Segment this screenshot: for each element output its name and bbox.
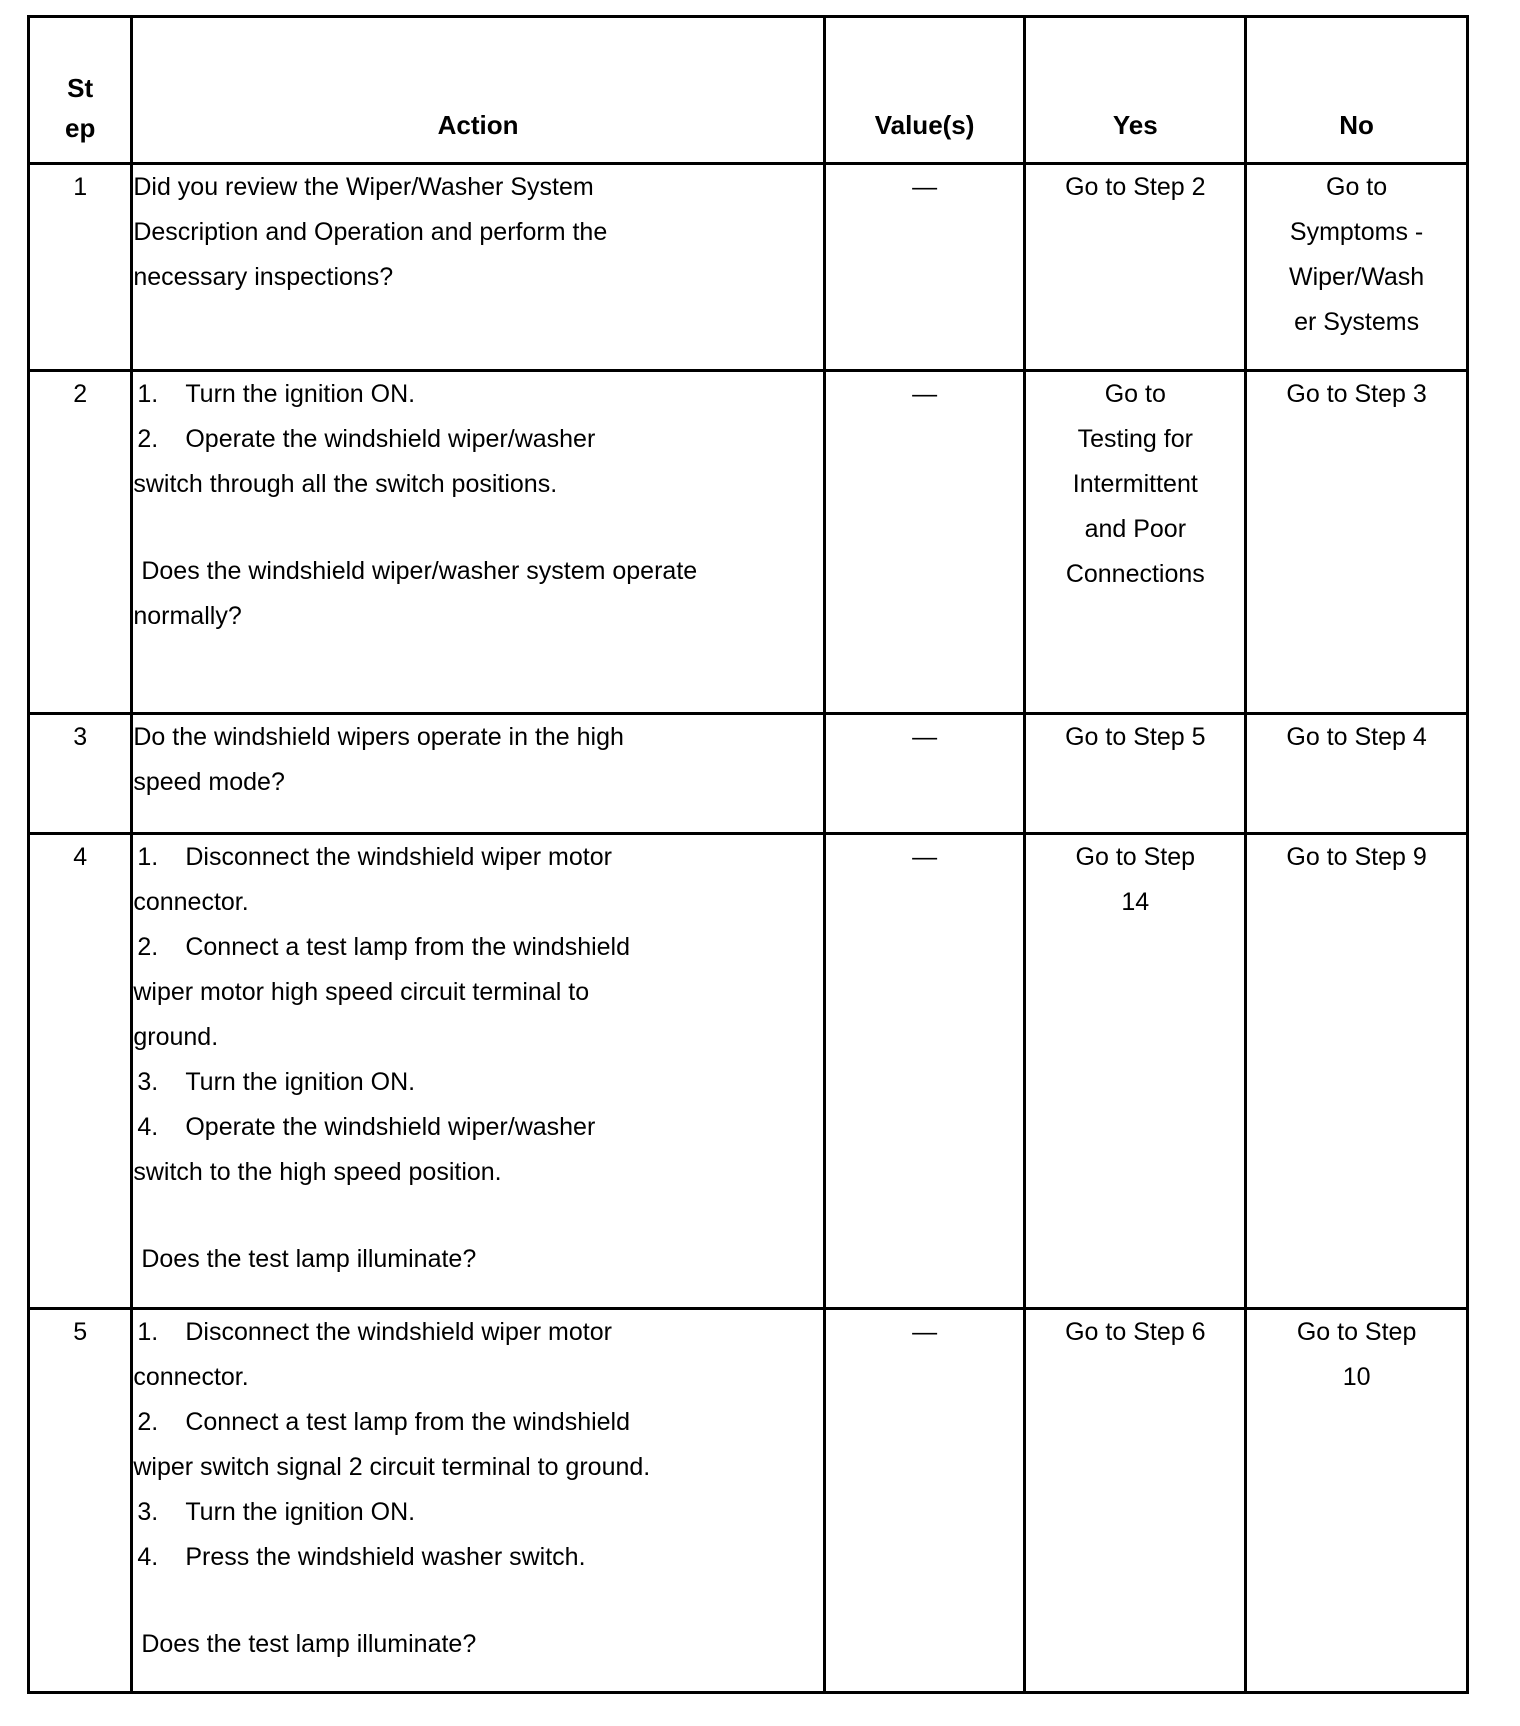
no-line: Go to Step 9 [1286, 843, 1427, 871]
item-continuation: wiper switch signal 2 circuit terminal to ground. [133, 1453, 651, 1481]
item-continuation: connector. [133, 1363, 249, 1391]
yes-line: Connections [1065, 560, 1205, 588]
action-cell [132, 164, 824, 371]
item-number: 2. [137, 933, 159, 961]
step-number: 3 [29, 714, 132, 834]
yes-line: Intermittent [1072, 470, 1198, 498]
action-line: Description and Operation and perform the [133, 218, 608, 246]
action-list-item [133, 1060, 822, 1105]
no-line: 10 [1342, 1363, 1371, 1391]
step-number: 1 [29, 164, 132, 371]
action-list-item [133, 417, 822, 462]
header-action: Action [132, 17, 824, 164]
item-continuation: connector. [133, 888, 249, 916]
item-text: Turn the ignition ON. [185, 1498, 416, 1526]
item-text: Connect a test lamp from the windshield [185, 933, 631, 961]
table-row [29, 164, 1468, 371]
action-cell [132, 714, 824, 834]
item-continuation: wiper motor high speed circuit terminal to [133, 978, 590, 1006]
action-list-item [133, 1105, 822, 1150]
table-row [29, 1309, 1468, 1693]
question-line: Does the test lamp illuminate? [141, 1245, 477, 1273]
no-line: er Systems [1294, 308, 1420, 336]
yes-line: Go to Step [1075, 843, 1196, 871]
action-list-item [133, 925, 822, 970]
no-line: Wiper/Wash [1288, 263, 1425, 291]
item-number: 1. [137, 1318, 159, 1346]
step-number: 4 [29, 834, 132, 1309]
yes-cell [1025, 1309, 1246, 1693]
item-number: 1. [137, 843, 159, 871]
action-list-item [133, 1490, 822, 1535]
item-number: 1. [137, 380, 159, 408]
step-number: 2 [29, 371, 132, 714]
item-text: Turn the ignition ON. [185, 1068, 416, 1096]
value-cell: — [824, 834, 1025, 1309]
action-line: Did you review the Wiper/Washer System [133, 173, 594, 201]
value-cell: — [824, 371, 1025, 714]
diagnostic-table [27, 15, 1469, 1694]
item-text: Disconnect the windshield wiper motor [185, 1318, 612, 1346]
item-number: 3. [137, 1068, 159, 1096]
header-no: No [1246, 17, 1468, 164]
yes-line: Go to Step 6 [1065, 1318, 1206, 1346]
item-text: Disconnect the windshield wiper motor [185, 843, 612, 871]
item-continuation: ground. [133, 1023, 219, 1051]
action-line: necessary inspections? [133, 263, 394, 291]
action-line: speed mode? [133, 768, 285, 796]
no-cell [1246, 834, 1468, 1309]
action-cell [132, 1309, 824, 1693]
yes-line: Go to [1104, 380, 1166, 408]
action-list-item [133, 1310, 822, 1355]
action-list-item [133, 835, 822, 880]
no-cell [1246, 714, 1468, 834]
header-step-line: ep [65, 113, 96, 143]
table-row [29, 371, 1468, 714]
action-list-item [133, 1400, 822, 1445]
question-line: Does the windshield wiper/washer system operate [141, 557, 698, 585]
question-line: normally? [133, 602, 242, 630]
action-line: Do the windshield wipers operate in the high [133, 723, 624, 751]
no-line: Go to Step 4 [1286, 723, 1427, 751]
yes-line: 14 [1121, 888, 1150, 916]
item-number: 2. [137, 425, 159, 453]
header-row [29, 17, 1468, 164]
action-cell [132, 834, 824, 1309]
item-number: 2. [137, 1408, 159, 1436]
item-number: 4. [137, 1113, 159, 1141]
action-list-item [133, 1535, 822, 1580]
yes-cell [1025, 371, 1246, 714]
yes-cell [1025, 834, 1246, 1309]
no-line: Go to Step 3 [1286, 380, 1427, 408]
yes-line: Go to Step 2 [1065, 173, 1206, 201]
header-yes: Yes [1025, 17, 1246, 164]
no-cell [1246, 164, 1468, 371]
action-cell [132, 371, 824, 714]
yes-line: and Poor [1084, 515, 1187, 543]
item-continuation: switch through all the switch positions. [133, 470, 558, 498]
no-line: Go to Step [1296, 1318, 1417, 1346]
table-row [29, 834, 1468, 1309]
no-cell [1246, 371, 1468, 714]
action-list-item [133, 372, 822, 417]
header-step-line: St [67, 73, 94, 103]
table-row [29, 714, 1468, 834]
yes-cell [1025, 164, 1246, 371]
yes-line: Testing for [1077, 425, 1193, 453]
yes-line: Go to Step 5 [1065, 723, 1206, 751]
question-line: Does the test lamp illuminate? [141, 1630, 477, 1658]
yes-cell [1025, 714, 1246, 834]
item-text: Operate the windshield wiper/washer [185, 425, 596, 453]
item-text: Connect a test lamp from the windshield [185, 1408, 631, 1436]
header-values: Value(s) [824, 17, 1025, 164]
value-cell: — [824, 164, 1025, 371]
value-cell: — [824, 1309, 1025, 1693]
item-text: Turn the ignition ON. [185, 380, 416, 408]
header-step [29, 17, 132, 164]
item-number: 3. [137, 1498, 159, 1526]
no-line: Go to [1326, 173, 1388, 201]
no-cell [1246, 1309, 1468, 1693]
item-text: Press the windshield washer switch. [185, 1543, 586, 1571]
item-number: 4. [137, 1543, 159, 1571]
step-number: 5 [29, 1309, 132, 1693]
item-text: Operate the windshield wiper/washer [185, 1113, 596, 1141]
no-line: Symptoms - [1289, 218, 1424, 246]
value-cell: — [824, 714, 1025, 834]
item-continuation: switch to the high speed position. [133, 1158, 502, 1186]
